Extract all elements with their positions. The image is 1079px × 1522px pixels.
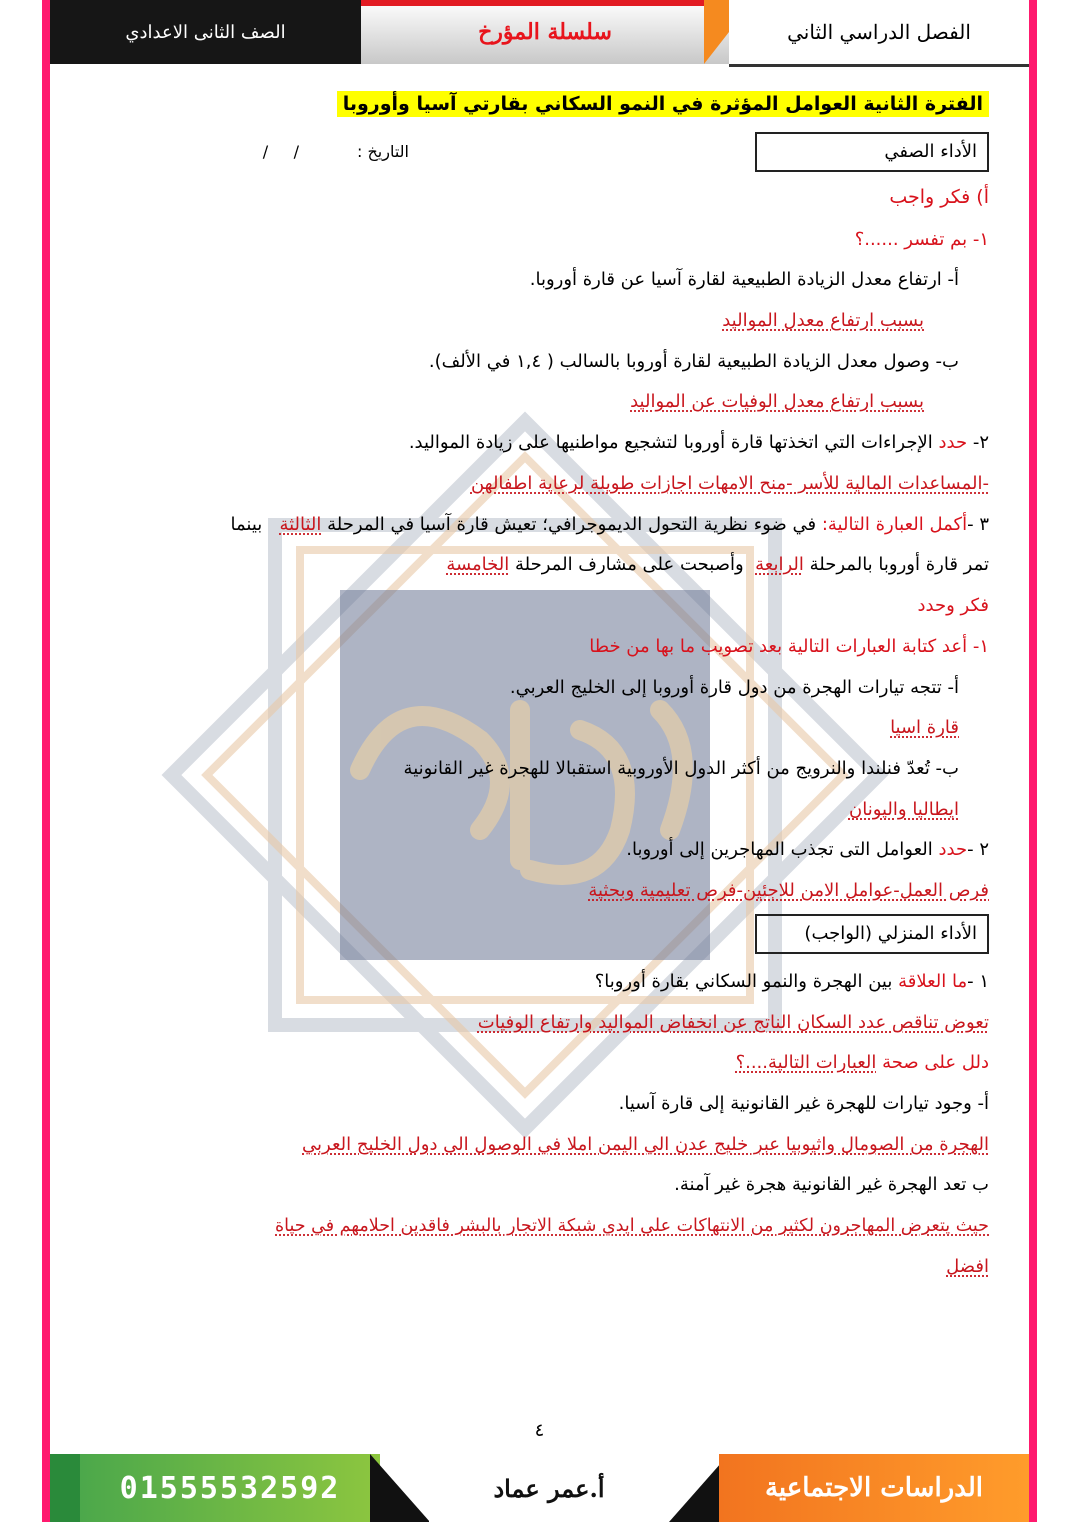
h2a-text: أ- وجود تيارات للهجرة غير القانونية إلى قارة آسيا. <box>618 1093 989 1114</box>
q2-answer: -المساعدات المالية للأسر -منح الامهات اجازات طويلة لرعاية اطفالهن <box>470 473 989 494</box>
q2-line: ٢- حدد الإجراءات التي اتخذتها قارة أوروبا لتشجيع مواطنيها على زيادة المواليد. <box>408 432 989 453</box>
h1-line: ١ -ما العلاقة بين الهجرة والنمو السكاني بقارة أوروبا؟ <box>594 971 989 992</box>
date-label: التاريخ : <box>356 142 409 161</box>
h2b-text: ب تعد الهجرة غير القانونية هجرة غير آمنة. <box>674 1174 989 1195</box>
q3-line2: تمر قارة أوروبا بالمرحلة الرابعة وأصبحت على مشارف المرحلة الخامسة <box>446 554 989 575</box>
footer-phone: 01555532592 <box>80 1454 380 1522</box>
footer-decor-stripe <box>50 1454 80 1522</box>
lesson-title: الفترة الثانية العوامل المؤثرة في النمو السكاني بقارتي آسيا وأوروبا <box>337 90 989 119</box>
q1a-text: أ- ارتفاع معدل الزيادة الطبيعية لقارة آسيا عن قارة أوروبا. <box>529 269 959 290</box>
class-performance-heading: الأداء الصفي <box>755 132 989 172</box>
r2-answer: فرص العمل-عوامل الامن للاجئين-فرص تعليمية وبحثية <box>588 880 989 901</box>
h2-heading: دلل على صحة العبارات التالية....؟ <box>735 1052 989 1073</box>
page-border-left <box>42 0 50 1522</box>
header-grade: الصف الثانى الاعدادي <box>50 0 361 64</box>
section-think-duty: أ) فكر واجب <box>889 186 989 208</box>
q1-heading: ١- بم تفسر ......؟ <box>854 229 989 250</box>
h2b-answer-line2: افضل <box>946 1256 989 1277</box>
q1b-answer: بسبب ارتفاع معدل الوفيات عن المواليد <box>630 391 924 412</box>
section-think-determine: فكر وحدد <box>917 595 989 616</box>
r1a-text: أ- تتجه تيارات الهجرة من دول قارة أوروبا إلى الخليج العربي. <box>509 677 959 698</box>
header-term: الفصل الدراسي الثاني <box>729 0 1029 67</box>
r1a-answer: قارة اسيا <box>890 717 959 738</box>
home-performance-heading: الأداء المنزلي (الواجب) <box>755 914 989 954</box>
page-number: ٤ <box>534 1420 545 1441</box>
h2b-answer-line1: حيث يتعرض المهاجرون لكثير من الانتهاكات على ايدي شبكة الاتجار بالبشر فاقدين احلامهم في حياة <box>275 1216 989 1236</box>
header-series-title: سلسلة المؤرخ <box>361 0 729 64</box>
footer-bar <box>50 1454 1029 1522</box>
q3-line1: ٣ -أكمل العبارة التالية: في ضوء نظرية التحول الديموجرافي؛ تعيش قارة آسيا في المرحلة الثالثة بينما <box>230 514 989 535</box>
header-decor-red <box>361 0 729 6</box>
r1b-answer: ايطاليا واليونان <box>848 799 959 820</box>
q1b-text: ب- وصول معدل الزيادة الطبيعية لقارة أوروبا بالسالب ( ١,٤ في الألف). <box>428 351 959 372</box>
h1-answer: تعوض تناقص عدد السكان الناتج عن انخفاض المواليد وارتفاع الوفيات <box>477 1012 989 1033</box>
header-bar <box>50 0 1029 66</box>
r2-line: ٢ -حدد العوامل التى تجذب المهاجرين إلى أوروبا. <box>626 839 989 860</box>
h2a-answer: الهجرة من الصومال واثيوبيا عبر خليج عدن الي اليمن املا في الوصول الى دول الخليج العربي <box>302 1134 989 1155</box>
footer-subject: الدراسات الاجتماعية <box>719 1454 1029 1522</box>
footer-decor-left <box>370 1454 430 1522</box>
q1a-answer: بسبب ارتفاع معدل المواليد <box>722 310 924 331</box>
r1-heading: ١- أعد كتابة العبارات التالية بعد تصويب ما بها من خطا <box>589 636 989 657</box>
date-slashes: / / <box>262 142 299 161</box>
footer-teacher: أ.عمر عماد <box>429 1454 669 1522</box>
page-border-right <box>1029 0 1037 1522</box>
r1b-text: ب- تُعدّ فنلندا والنرويج من أكثر الدول الأوروبية استقبالا للهجرة غير القانونية <box>403 758 959 779</box>
